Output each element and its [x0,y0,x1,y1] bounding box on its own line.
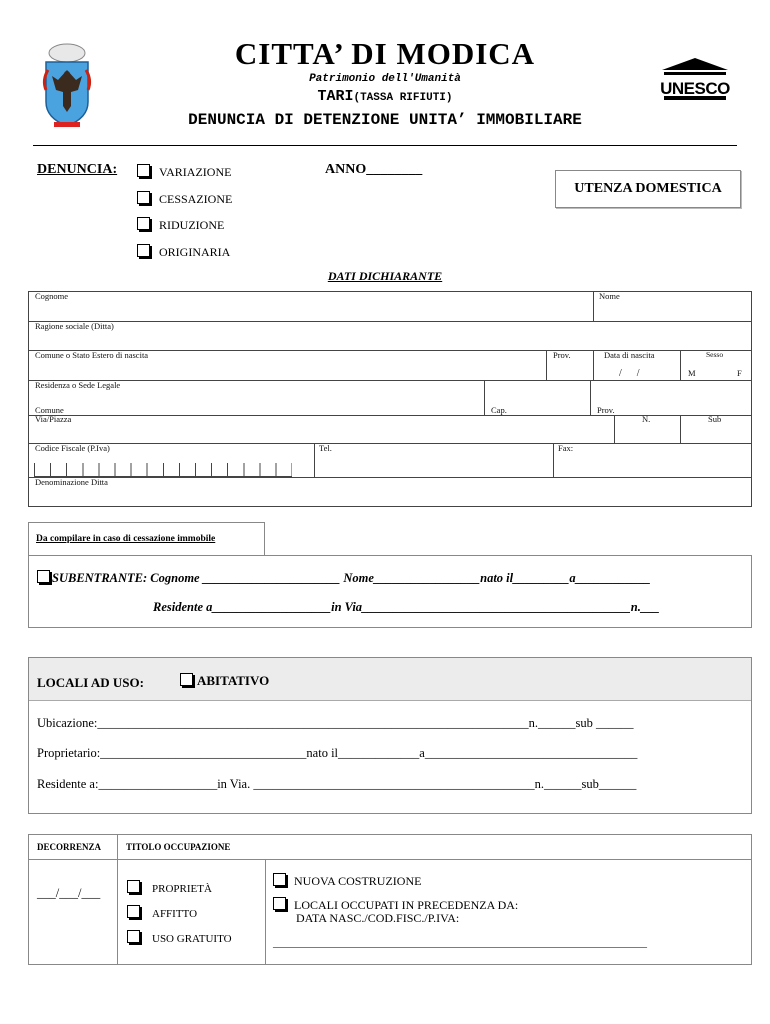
prov-residenza-field[interactable]: Prov. [597,405,615,415]
section-title-dichiarante: DATI DICHIARANTE [327,269,443,283]
option-abitativo[interactable] [180,673,269,689]
nuova-costruzione-label: NUOVA COSTRUZIONE [294,874,422,888]
cessazione-tab-label: Da compilare in caso di cessazione immobile [36,534,216,544]
unesco-text: UNESCO [660,79,730,98]
date-slashes: / / [619,368,640,379]
header-divider [33,145,737,146]
unesco-logo [660,56,730,102]
tari-title [0,88,770,105]
residenza-label: Residenza o Sede Legale [35,380,121,390]
utenza-domestica-box [555,170,741,208]
option-nuova-costruzione[interactable] [273,873,421,889]
checkbox-icon[interactable] [137,217,150,230]
option-proprieta[interactable] [127,880,212,895]
residente-line[interactable]: Residente a___________________in Via___________________________________________n.___ [153,600,660,614]
sesso-f-option[interactable]: F [737,368,742,378]
comune-nascita-field[interactable]: Comune o Stato Estero di nascita [35,350,149,360]
residente-a-line[interactable]: Residente a:___________________in Via. _____________________________________________n.______sub______ [37,777,637,791]
option-label: RIDUZIONE [159,218,225,232]
denuncia-label: DENUNCIA: [37,162,118,177]
denominazione-ditta-field[interactable]: Denominazione Ditta [35,477,108,487]
decorrenza-date-field[interactable]: ___/___/___ [37,886,101,900]
option-label: ORIGINARIA [159,245,231,259]
locali-precedenza-label: LOCALI OCCUPATI IN PRECEDENZA DA: [294,898,519,912]
data-nascita-field[interactable]: Data di nascita [604,350,655,360]
codice-fiscale-field[interactable]: Codice Fiscale (P.Iva) [35,443,110,453]
checkbox-icon[interactable] [273,873,286,886]
checkbox-icon[interactable] [127,880,140,893]
cognome-field[interactable]: Cognome [35,291,69,301]
subentrante-text: SUBENTRANTE: Cognome ______________________ Nome_________________nato il_________a____________ [52,571,651,585]
utenza-label: UTENZA DOMESTICA [574,181,722,196]
checkbox-icon[interactable] [37,570,50,583]
ubicazione-line[interactable]: Ubicazione:_____________________________________________________________________n.______sub ______ [37,716,634,730]
option-riduzione[interactable] [137,217,224,233]
checkbox-icon[interactable] [273,897,286,910]
cessazione-box [28,555,752,628]
data-nasc-label: DATA NASC./COD.FISC./P.IVA: [296,911,460,925]
tari-paren: (TASSA RIFIUTI) [353,92,453,104]
option-label: VARIAZIONE [159,165,232,179]
fax-field[interactable]: Fax: [558,443,574,453]
checkbox-icon[interactable] [127,905,140,918]
checkbox-icon[interactable] [180,673,193,686]
anno-field[interactable]: ANNO________ [325,162,423,177]
checkbox-icon[interactable] [127,930,140,943]
decorrenza-header: DECORRENZA [37,842,102,852]
proprietario-line[interactable]: Proprietario:_________________________________nato il_____________a__________________________________ [37,746,638,760]
numero-civico-field[interactable]: N. [642,414,651,424]
form-title: DENUNCIA DI DETENZIONE UNITA’ IMMOBILIARE [188,111,582,129]
codice-fiscale-boxes[interactable] [34,463,292,477]
heritage-subtitle: Patrimonio dell'Umanità [309,73,461,85]
option-label: CESSAZIONE [159,192,233,206]
prov-nascita-field[interactable]: Prov. [553,350,571,360]
sesso-m-option[interactable]: M [688,368,696,378]
locali-label: LOCALI AD USO: [37,675,144,690]
comune-field[interactable]: Comune [35,405,64,415]
titolo-occupazione-header: TITOLO OCCUPAZIONE [126,842,231,852]
option-cessazione[interactable] [137,191,232,207]
via-piazza-field[interactable]: Via/Piazza [35,414,72,424]
city-title: CITTA’ DI MODICA [234,36,536,71]
affitto-label: AFFITTO [152,908,198,920]
checkbox-icon[interactable] [137,244,150,257]
tel-field[interactable]: Tel. [319,443,332,453]
subentrante-line[interactable] [37,570,651,586]
precedenza-blank-line[interactable]: ____________________________________________________________________ [273,937,647,949]
cap-field[interactable]: Cap. [491,405,507,415]
uso-gratuito-label: USO GRATUITO [152,933,232,945]
sesso-label: Sesso [706,350,724,359]
checkbox-icon[interactable] [137,191,150,204]
tari-label: TARI [317,88,354,105]
option-originaria[interactable] [137,244,230,260]
proprieta-label: PROPRIETÀ [152,883,212,895]
option-uso-gratuito[interactable] [127,930,232,945]
option-variazione[interactable] [137,164,231,180]
abitativo-label: ABITATIVO [197,673,270,688]
ragione-sociale-field[interactable]: Ragione sociale (Ditta) [35,321,114,331]
option-affitto[interactable] [127,905,197,920]
sub-field[interactable]: Sub [708,414,722,424]
checkbox-icon[interactable] [137,164,150,177]
nome-field[interactable]: Nome [599,291,620,301]
